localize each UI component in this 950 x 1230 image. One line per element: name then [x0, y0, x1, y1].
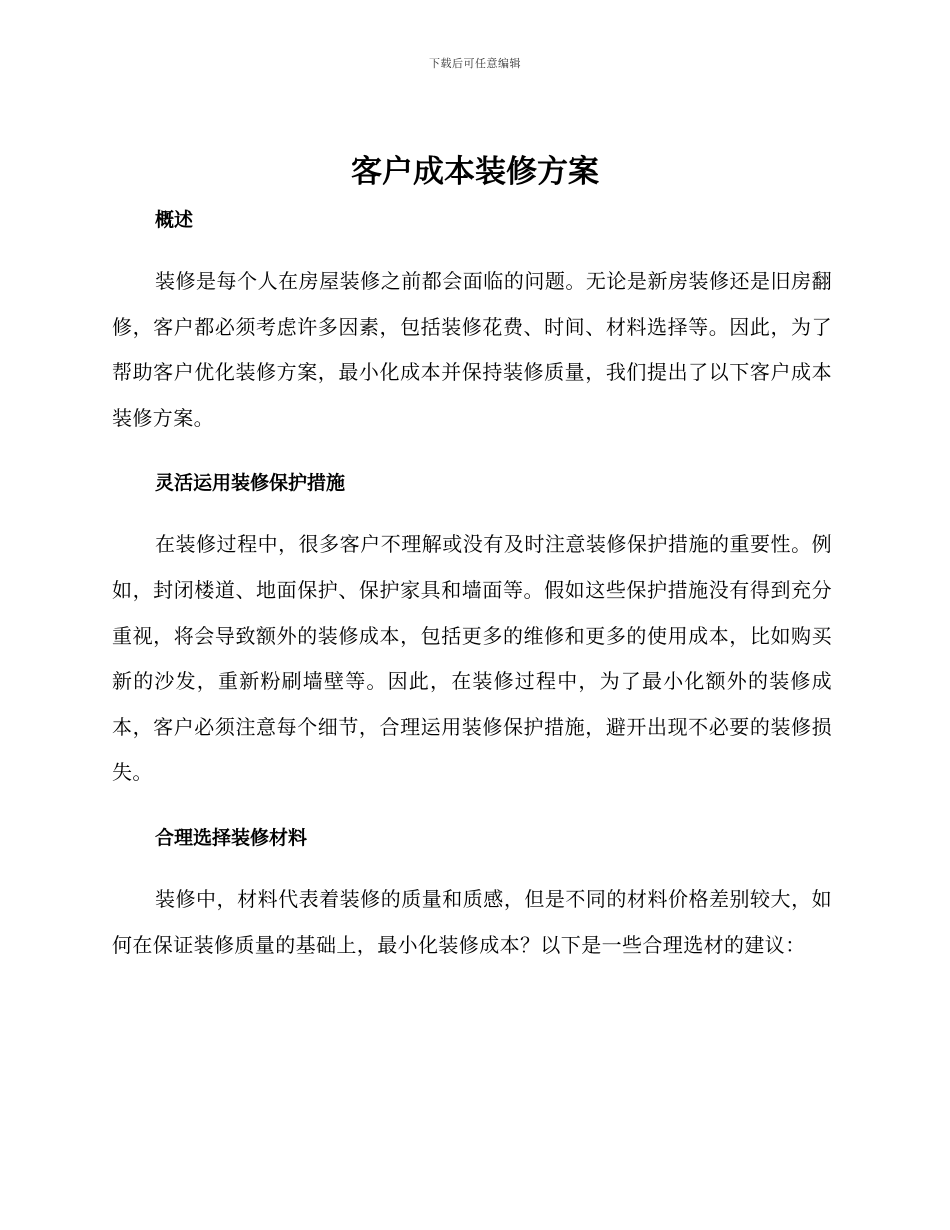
section-heading-materials: 合理选择装修材料 [155, 826, 308, 849]
section-heading-overview: 概述 [155, 209, 194, 231]
section-heading-protection: 灵活运用装修保护措施 [155, 472, 346, 495]
section-paragraph-overview: 装修是每个人在房屋装修之前都会面临的问题。无论是新房装修还是旧房翻修，客户都必须考虑许多因素，包括装修花费、时间、材料选择等。因此，为了帮助客户优化装修方案，最小化成本并保持装修质量，我们提出了以下客户成本装修方案。 [112, 269, 832, 430]
document-title: 客户成本装修方案 [351, 154, 599, 190]
document-body [112, 204, 832, 968]
section-paragraph-materials: 装修中，材料代表着装修的质量和质感，但是不同的材料价格差别较大，如何在保证装修质量的基础上，最小化装修成本？以下是一些合理选材的建议： [112, 886, 832, 957]
section-paragraph-protection: 在装修过程中，很多客户不理解或没有及时注意装修保护措施的重要性。例如，封闭楼道、地面保护、保护家具和墙面等。假如这些保护措施没有得到充分重视，将会导致额外的装修成本，包括更多的维修和更多的使用成本，比如购买新的沙发，重新粉刷墙壁等。因此，在装修过程中，为了最小化额外的装修成本，客户必须注意每个细节，合理运用装修保护措施，避开出现不必要的装修损失。 [112, 532, 832, 785]
header-note: 下载后可任意编辑 [429, 57, 521, 70]
